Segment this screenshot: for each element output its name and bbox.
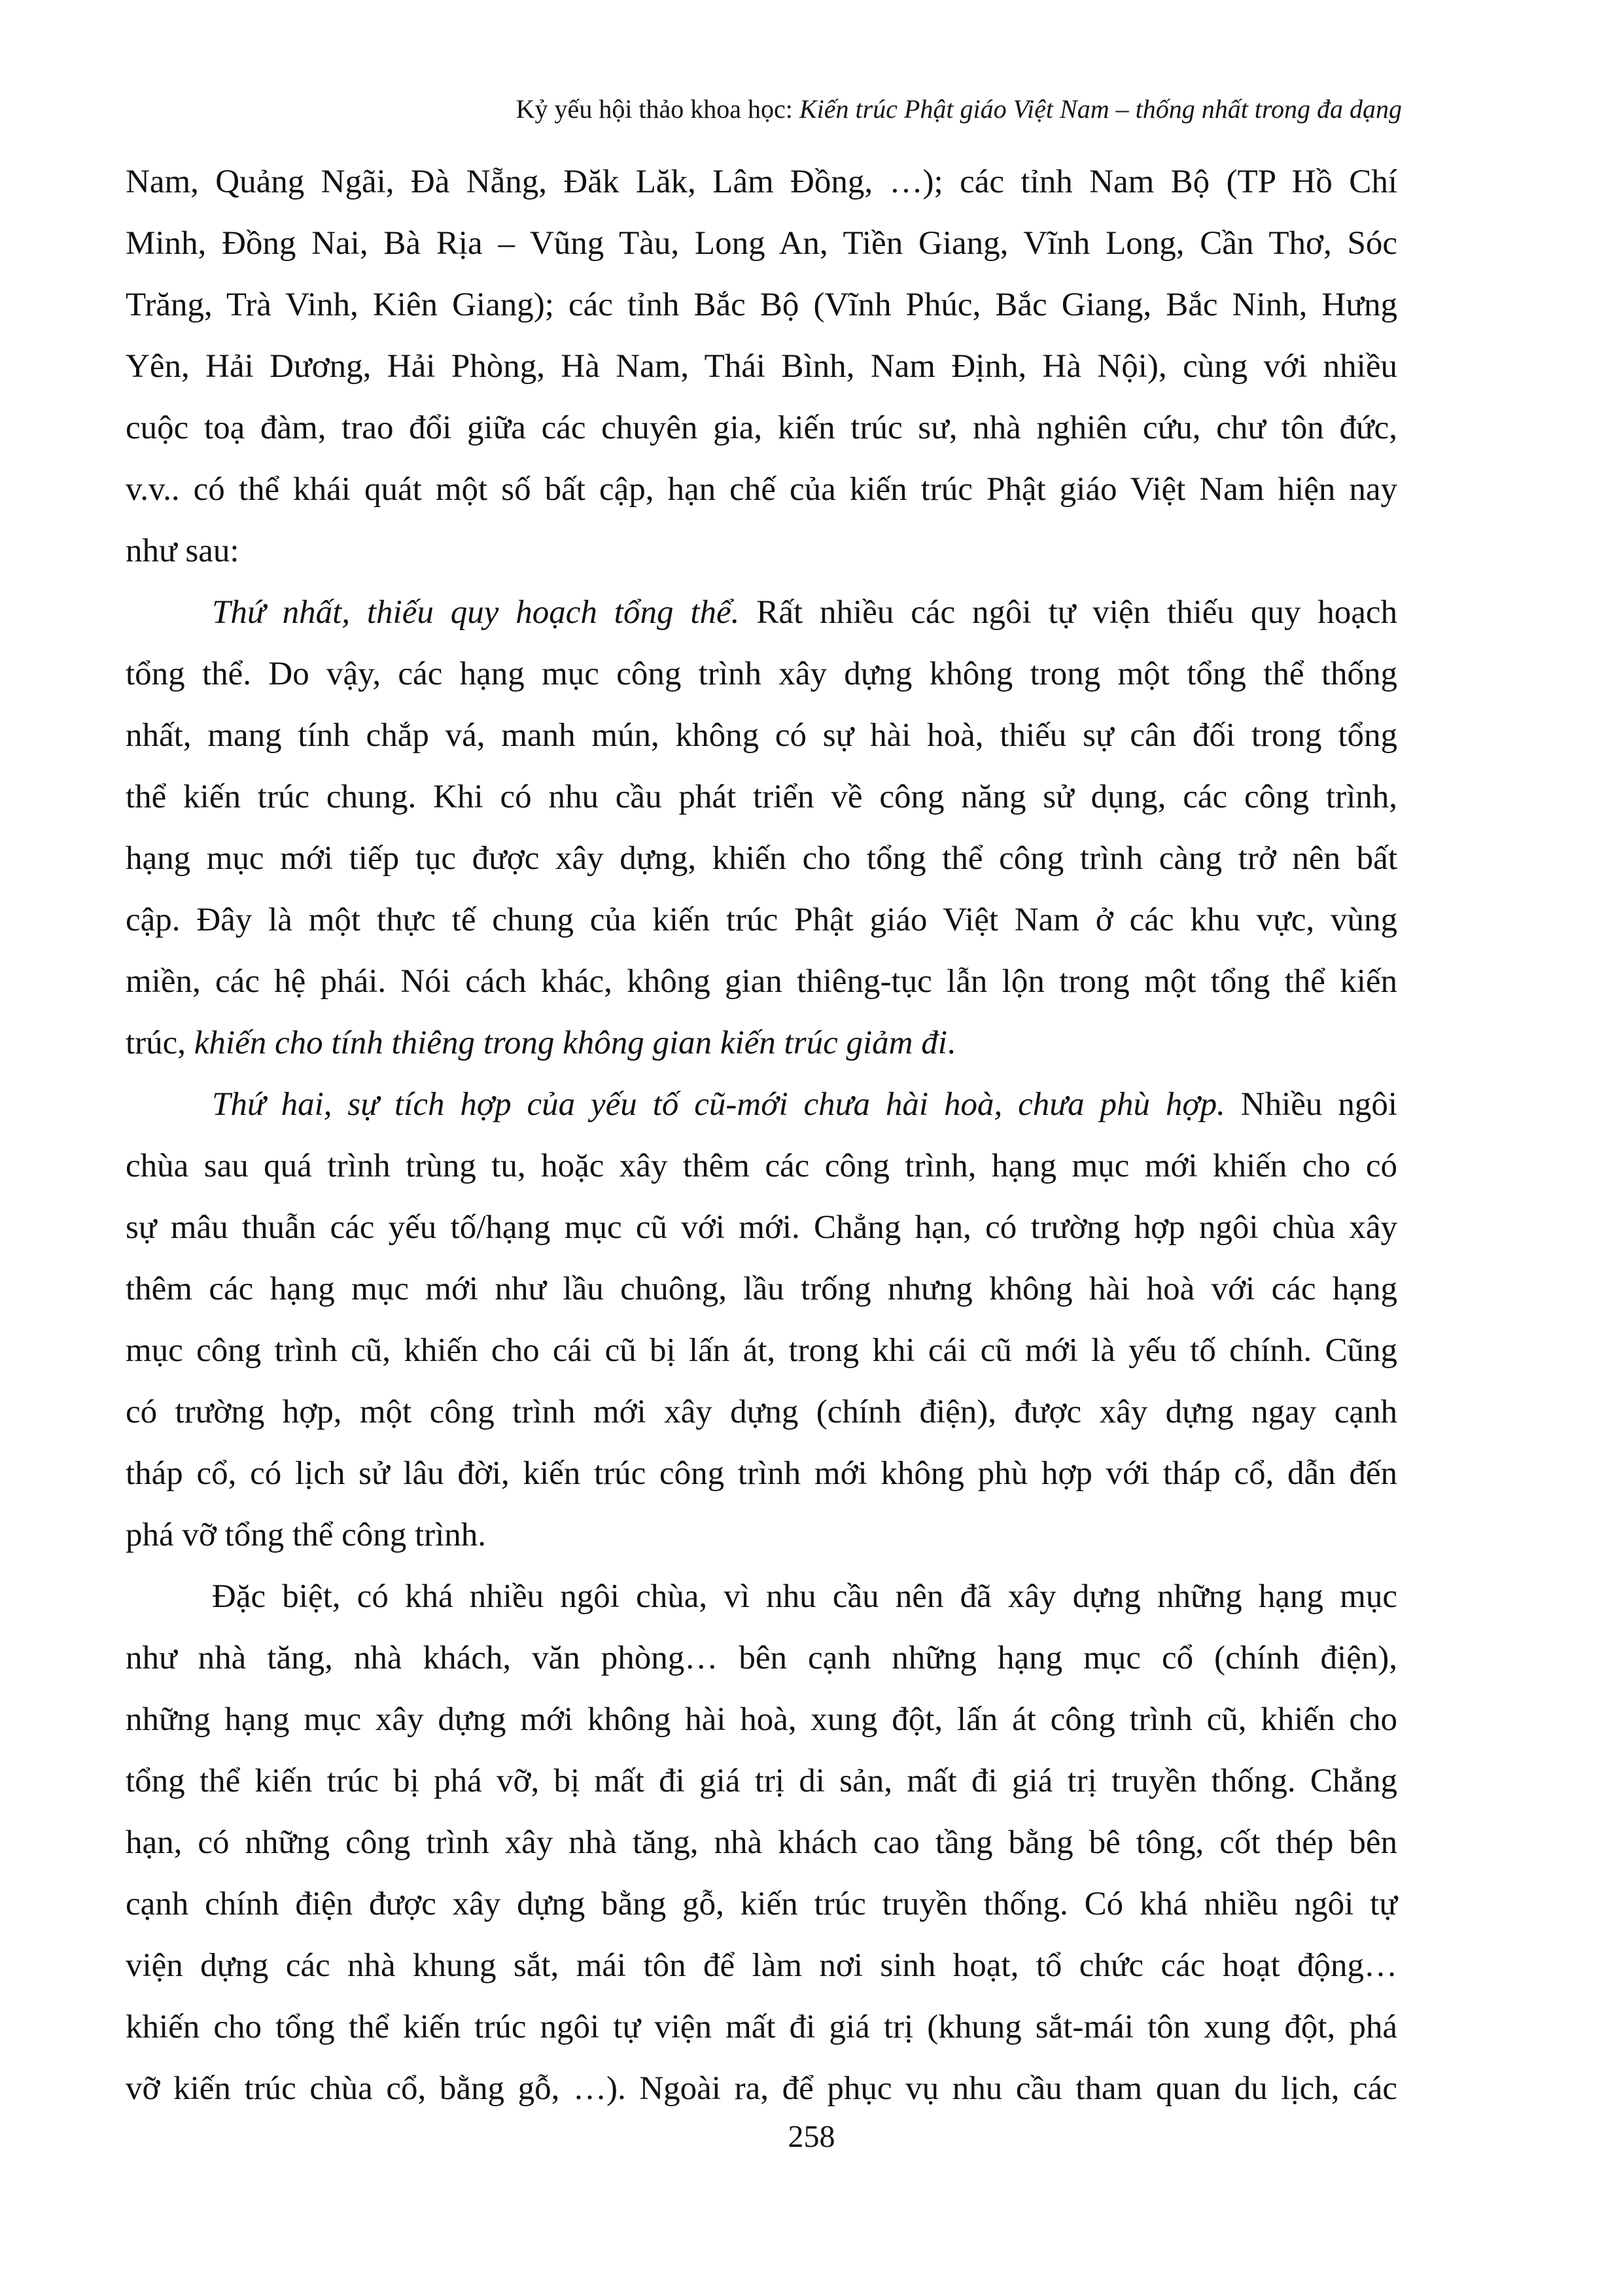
paragraph-2-line: thể kiến trúc chung. Khi có nhu cầu phát triển về công năng sử dụng, các công trình, [126, 779, 1397, 815]
paragraph-2-last-italic: khiến cho tính thiêng trong không gian kiến trúc giảm đi [194, 1025, 947, 1061]
paragraph-2-first-rest: Rất nhiều các ngôi tự viện thiếu quy hoạch [739, 594, 1397, 631]
running-header [516, 93, 1402, 126]
paragraph-1-line: cuộc toạ đàm, trao đổi giữa các chuyên gia, kiến trúc sư, nhà nghiên cứu, chư tôn đức, [126, 410, 1397, 446]
paragraph-1-line: Trăng, Trà Vinh, Kiên Giang); các tỉnh Bắc Bộ (Vĩnh Phúc, Bắc Giang, Bắc Ninh, Hưng [126, 287, 1397, 323]
header-prefix: Kỷ yếu hội thảo khoa học: [515, 94, 799, 124]
body-text [126, 151, 1397, 2119]
paragraph-4-line: hạn, có những công trình xây nhà tăng, nhà khách cao tầng bằng bê tông, cốt thép bên [126, 1824, 1397, 1861]
paragraph-1-line: Minh, Đồng Nai, Bà Rịa – Vũng Tàu, Long An, Tiền Giang, Vĩnh Long, Cần Thơ, Sóc [126, 225, 1397, 262]
header-title: Kiến trúc Phật giáo Việt Nam – thống nhất trong đa dạng [799, 94, 1402, 124]
paragraph-4-line: Đặc biệt, có khá nhiều ngôi chùa, vì nhu cầu nên đã xây dựng những hạng mục [212, 1578, 1397, 1615]
paragraph-3-line: có trường hợp, một công trình mới xây dựng (chính điện), được xây dựng ngay cạnh [126, 1394, 1397, 1430]
paragraph-3-line: thêm các hạng mục mới như lầu chuông, lầu trống nhưng không hài hoà với các hạng [126, 1271, 1397, 1307]
paragraph-4-line: viện dựng các nhà khung sắt, mái tôn để làm nơi sinh hoạt, tổ chức các hoạt động… [126, 1947, 1397, 1984]
paragraph-3-first-rest: Nhiều ngôi [1225, 1086, 1397, 1123]
paragraph-3-first-line [126, 1074, 1397, 1135]
paragraph-3-line: tháp cổ, có lịch sử lâu đời, kiến trúc công trình mới không phù hợp với tháp cổ, dẫn đến [126, 1455, 1397, 1492]
paragraph-2-last-plain: trúc, [126, 1025, 194, 1061]
paragraph-2-last-end: . [947, 1025, 956, 1061]
paragraph-3-heading: Thứ hai, sự tích hợp của yếu tố cũ-mới chưa hài hoà, chưa phù hợp. [212, 1086, 1225, 1123]
paragraph-4-line: như nhà tăng, nhà khách, văn phòng… bên cạnh những hạng mục cổ (chính điện), [126, 1640, 1397, 1676]
paragraph-2-last-line [126, 1012, 1397, 1074]
paragraph-2-first-line [126, 582, 1397, 643]
paragraph-1-line: như sau: [126, 533, 239, 569]
paragraph-3-line: mục công trình cũ, khiến cho cái cũ bị lấn át, trong khi cái cũ mới là yếu tố chính. Cũng [126, 1332, 1397, 1369]
paragraph-3-line: sự mâu thuẫn các yếu tố/hạng mục cũ với mới. Chẳng hạn, có trường hợp ngôi chùa xây [126, 1209, 1397, 1246]
paragraph-3-line: chùa sau quá trình trùng tu, hoặc xây thêm các công trình, hạng mục mới khiến cho có [126, 1148, 1397, 1184]
paragraph-4-line: vỡ kiến trúc chùa cổ, bằng gỗ, …). Ngoài ra, để phục vụ nhu cầu tham quan du lịch, các [126, 2070, 1397, 2107]
paragraph-1-line: Yên, Hải Dương, Hải Phòng, Hà Nam, Thái Bình, Nam Định, Hà Nội), cùng với nhiều [126, 348, 1397, 385]
paragraph-2-line: miền, các hệ phái. Nói cách khác, không gian thiêng-tục lẫn lộn trong một tổng thể kiến [126, 963, 1397, 1000]
paragraph-2-line: hạng mục mới tiếp tục được xây dựng, khiến cho tổng thể công trình càng trở nên bất [126, 840, 1397, 877]
paragraph-2-heading: Thứ nhất, thiếu quy hoạch tổng thể. [212, 594, 740, 631]
paragraph-4-line: những hạng mục xây dựng mới không hài hoà, xung đột, lấn át công trình cũ, khiến cho [126, 1701, 1397, 1738]
paragraph-1-line: v.v.. có thể khái quát một số bất cập, hạn chế của kiến trúc Phật giáo Việt Nam hiện nay [126, 471, 1397, 508]
paragraph-1-line: Nam, Quảng Ngãi, Đà Nẵng, Đăk Lăk, Lâm Đồng, …); các tỉnh Nam Bộ (TP Hồ Chí [126, 164, 1397, 200]
paragraph-4-line: cạnh chính điện được xây dựng bằng gỗ, kiến trúc truyền thống. Có khá nhiều ngôi tự [126, 1886, 1397, 1922]
paragraph-2-line: nhất, mang tính chắp vá, manh mún, không có sự hài hoà, thiếu sự cân đối trong tổng [126, 717, 1397, 754]
paragraph-3-line: phá vỡ tổng thể công trình. [126, 1517, 487, 1553]
paragraph-4-line: tổng thể kiến trúc bị phá vỡ, bị mất đi giá trị di sản, mất đi giá trị truyền thống. Chẳng [126, 1763, 1397, 1799]
page-number: 258 [788, 2119, 835, 2154]
paragraph-4-line: khiến cho tổng thể kiến trúc ngôi tự viện mất đi giá trị (khung sắt-mái tôn xung đột, phá [126, 2009, 1397, 2045]
paragraph-2-line: tổng thể. Do vậy, các hạng mục công trình xây dựng không trong một tổng thể thống [126, 656, 1397, 692]
paragraph-2-line: cập. Đây là một thực tế chung của kiến trúc Phật giáo Việt Nam ở các khu vực, vùng [126, 902, 1397, 938]
